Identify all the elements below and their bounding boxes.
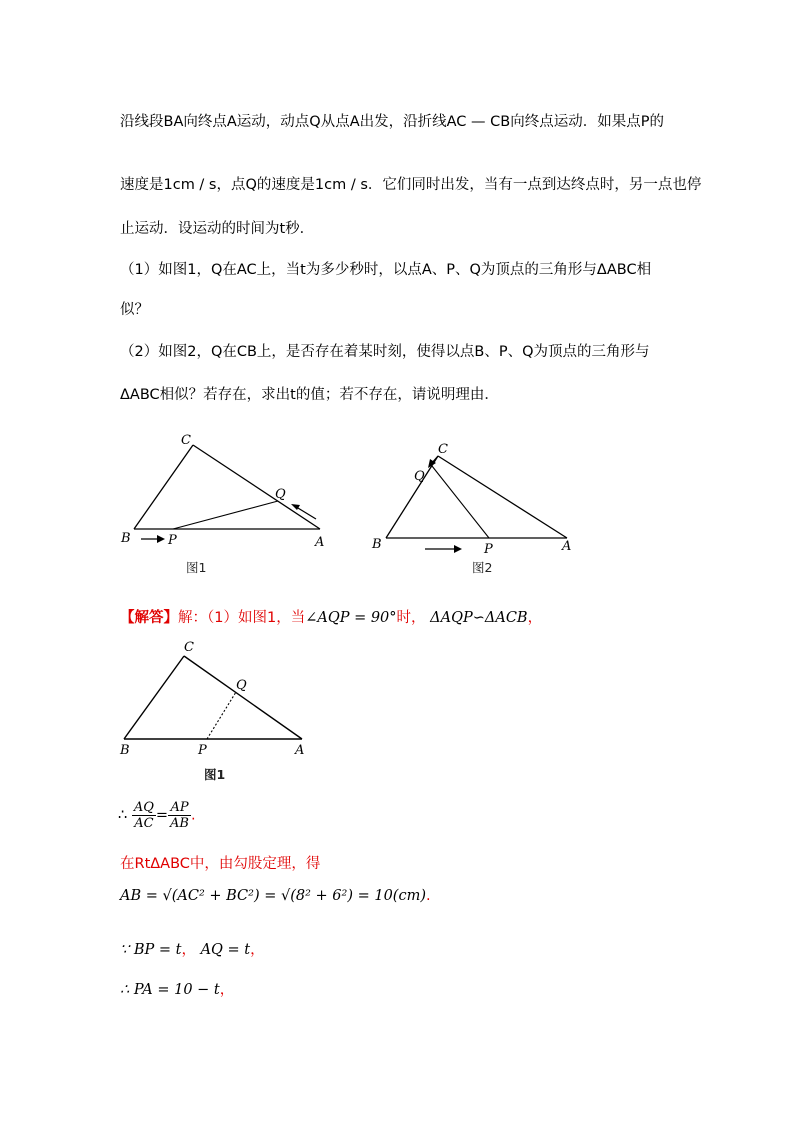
pythagorean-equation: AB = √(AC² + BC²) = √(8² + 6²) = 10(cm) <box>120 888 426 904</box>
aq-equals-t: AQ = t <box>200 942 251 958</box>
fraction-ap-ab <box>168 800 191 831</box>
comma: ， <box>250 942 265 958</box>
step-5 <box>120 978 234 999</box>
fig1-label-a: A <box>315 535 325 550</box>
fig1-label-q: Q <box>275 487 286 502</box>
answer-condition: ∠AQP = 90° <box>305 610 397 626</box>
step-3 <box>120 888 431 904</box>
question-1-line-1: （1）如图1，Q在AC上，当t为多少秒时，以点A、P、Q为顶点的三角形与ΔABC相 <box>120 262 652 278</box>
answer-line <box>120 606 542 627</box>
figure-3 <box>112 635 327 758</box>
fig3-label-q: Q <box>236 678 247 693</box>
comma: ， <box>219 982 235 998</box>
answer-end: ， <box>527 610 543 626</box>
answer-when: 时， <box>396 610 426 626</box>
comma: ， <box>181 942 196 958</box>
bp-equals-t: ∵ BP = t <box>120 942 182 958</box>
fig3-label-a: A <box>295 743 305 758</box>
answer-intro: 解：（1）如图1，当 <box>178 610 306 626</box>
fraction-numerator: AP <box>168 800 191 816</box>
step-2: 在RtΔABC中，由勾股定理，得 <box>120 856 321 872</box>
step-1: ∴ $\frac{AQ}{AC}$ = $\frac{AP}{AB}$ . <box>118 800 196 831</box>
fig1-label-p: P <box>168 533 177 548</box>
figure-2-caption: 图2 <box>472 560 493 575</box>
fig2-label-b: B <box>372 537 382 552</box>
fig3-label-p: P <box>198 743 207 758</box>
problem-line-3: 止运动．设运动的时间为t秒． <box>120 221 315 237</box>
fig1-label-c: C <box>181 433 191 448</box>
fig3-label-b: B <box>120 743 130 758</box>
answer-tag: 【解答】 <box>120 610 178 626</box>
problem-line-2: 速度是1cm / s，点Q的速度是1cm / s．它们同时出发，当有一点到达终点时，另一点也停 <box>120 177 702 193</box>
fraction-denominator: AB <box>170 816 189 831</box>
fig2-label-p: P <box>484 542 493 557</box>
fig3-label-c: C <box>184 640 194 655</box>
answer-similarity: ΔAQP∽ΔACB <box>430 610 528 626</box>
figure-1 <box>115 430 340 560</box>
fig2-label-a: A <box>562 539 572 554</box>
fraction-numerator: AQ <box>133 800 154 815</box>
question-2-line-1: （2）如图2，Q在CB上，是否存在着某时刻，使得以点B、P、Q为顶点的三角形与 <box>120 344 650 360</box>
figure-3-caption: 图1 <box>204 767 226 782</box>
question-1-line-2: 似？ <box>120 302 149 318</box>
figure-2 <box>370 438 585 558</box>
pa-equation: ∴ PA = 10 − t <box>120 982 220 998</box>
step-1-end: . <box>191 807 196 824</box>
problem-line-1: 沿线段BA向终点A运动，动点Q从点A出发，沿折线AC — CB向终点运动．如果点P的 <box>120 114 664 130</box>
therefore-symbol: ∴ <box>118 807 128 824</box>
fraction-aq-ac <box>132 800 156 831</box>
fig2-label-q: Q <box>414 469 425 484</box>
fraction-denominator: AC <box>134 816 154 831</box>
fig2-label-c: C <box>438 442 448 457</box>
fig1-label-b: B <box>121 531 131 546</box>
step-3-end: . <box>426 888 431 904</box>
step-4 <box>120 938 265 959</box>
question-2-line-2: ΔABC相似？若存在，求出t的值；若不存在，请说明理由． <box>120 387 499 403</box>
figure-1-caption: 图1 <box>186 560 207 575</box>
